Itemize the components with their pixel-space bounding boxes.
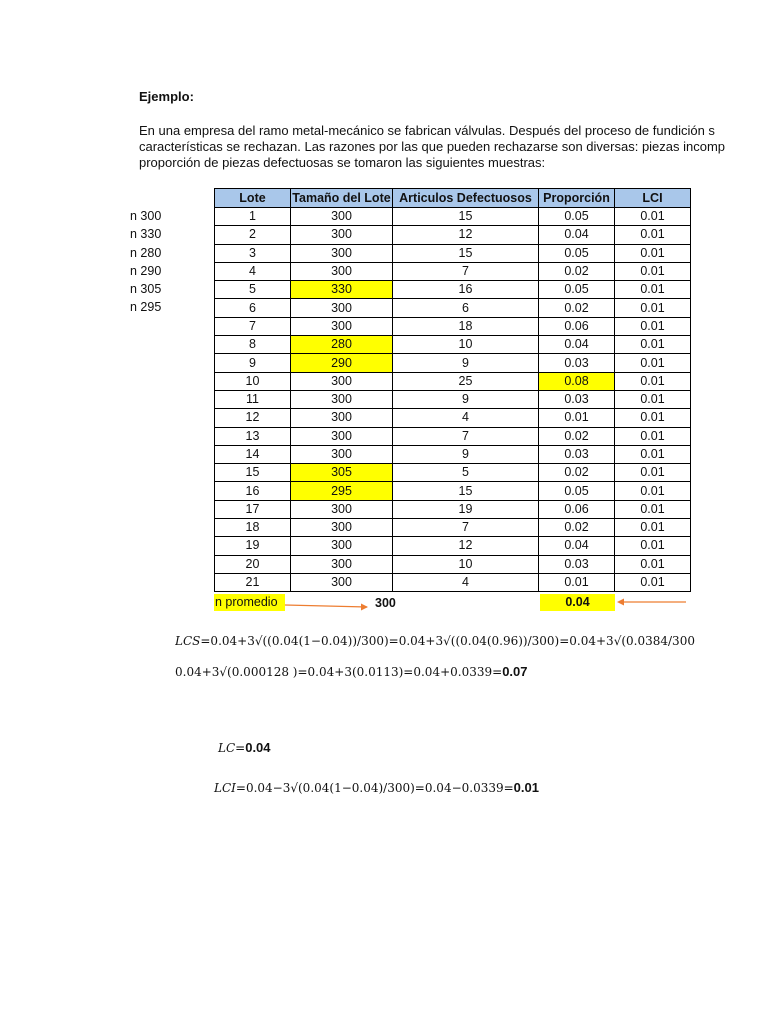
lc-result: 0.04: [245, 740, 271, 755]
header-lote: Lote: [215, 189, 291, 208]
lc-formula: [218, 740, 271, 755]
table-cell: 295: [291, 482, 393, 500]
table-cell: 0.08: [539, 372, 615, 390]
table-row: [215, 244, 691, 262]
table-cell: 0.01: [615, 281, 691, 299]
lci-expression: =0.04−3√(0.04(1−0.04)/300)=0.04−0.0339=: [235, 781, 514, 795]
table-cell: 3: [215, 244, 291, 262]
paragraph-line: características se rechazan. Las razones por las que pueden rechazarse son diversas: piezas incomp: [139, 139, 726, 154]
table-cell: 0.01: [615, 372, 691, 390]
table-row: [215, 482, 691, 500]
table-cell: 17: [215, 500, 291, 518]
side-label: n 305: [130, 282, 162, 297]
header-defectuosos: Articulos Defectuosos: [393, 189, 539, 208]
header-tamano: Tamaño del Lote: [291, 189, 393, 208]
table-cell: 0.01: [615, 244, 691, 262]
table-row: [215, 281, 691, 299]
table-cell: 14: [215, 445, 291, 463]
table-cell: 15: [393, 208, 539, 226]
table-row: [215, 390, 691, 408]
table-cell: 300: [291, 427, 393, 445]
header-proporcion: Proporción: [539, 189, 615, 208]
table-row: [215, 445, 691, 463]
table-cell: 19: [215, 537, 291, 555]
table-row: [215, 208, 691, 226]
table-cell: 300: [291, 317, 393, 335]
arrow-right-icon: [285, 598, 375, 612]
table-row: [215, 299, 691, 317]
table-row: [215, 519, 691, 537]
table-cell: 0.06: [539, 500, 615, 518]
table-cell: 13: [215, 427, 291, 445]
table-cell: 0.02: [539, 519, 615, 537]
side-label: n 330: [130, 227, 162, 242]
table-cell: 4: [215, 262, 291, 280]
table-cell: 0.01: [615, 464, 691, 482]
lci-formula: [214, 780, 539, 795]
table-cell: 1: [215, 208, 291, 226]
table-cell: 7: [215, 317, 291, 335]
table-cell: 11: [215, 390, 291, 408]
table-row: [215, 336, 691, 354]
table-cell: 300: [291, 555, 393, 573]
lci-label: LCI: [214, 781, 236, 795]
table-cell: 25: [393, 372, 539, 390]
table-cell: 7: [393, 427, 539, 445]
table-row: [215, 317, 691, 335]
arrow-left-icon: [616, 596, 688, 608]
table-cell: 330: [291, 281, 393, 299]
table-row: [215, 226, 691, 244]
table-cell: 18: [215, 519, 291, 537]
table-cell: 6: [215, 299, 291, 317]
table-row: [215, 427, 691, 445]
table-cell: 10: [393, 555, 539, 573]
table-cell: 0.01: [615, 262, 691, 280]
side-label: n 290: [130, 263, 162, 278]
table-cell: 0.01: [615, 445, 691, 463]
lcs-expression-cont: 0.04+3√(0.000128 )=0.04+3(0.0113)=0.04+0.0339=: [175, 665, 503, 679]
table-cell: 0.04: [539, 537, 615, 555]
table-cell: 16: [393, 281, 539, 299]
table-cell: 0.01: [615, 299, 691, 317]
table-cell: 0.01: [615, 500, 691, 518]
table-cell: 12: [393, 226, 539, 244]
table-cell: 0.03: [539, 390, 615, 408]
table-row: [215, 537, 691, 555]
table-cell: 0.01: [615, 537, 691, 555]
heading: Ejemplo:: [139, 89, 194, 104]
paragraph-line: proporción de piezas defectuosas se tomaron las siguientes muestras:: [139, 155, 546, 170]
table-cell: 2: [215, 226, 291, 244]
table-cell: 0.02: [539, 464, 615, 482]
table-cell: 290: [291, 354, 393, 372]
lci-result: 0.01: [513, 780, 539, 795]
table-header-row: [215, 189, 691, 208]
table-cell: 0.03: [539, 354, 615, 372]
table-cell: 300: [291, 262, 393, 280]
table-row: [215, 372, 691, 390]
table-cell: 0.04: [539, 226, 615, 244]
table-cell: 300: [291, 445, 393, 463]
table-row: [215, 500, 691, 518]
table-cell: 0.01: [539, 409, 615, 427]
table-cell: 300: [291, 409, 393, 427]
table-cell: 15: [215, 464, 291, 482]
table-cell: 0.05: [539, 208, 615, 226]
table-cell: 12: [393, 537, 539, 555]
table-cell: 0.02: [539, 427, 615, 445]
table-cell: 5: [393, 464, 539, 482]
table-cell: 0.05: [539, 281, 615, 299]
table-cell: 6: [393, 299, 539, 317]
lcs-formula-line2: [175, 664, 528, 679]
table-cell: 0.01: [615, 317, 691, 335]
table-cell: 300: [291, 390, 393, 408]
table-cell: 0.01: [615, 409, 691, 427]
lc-equals: =: [235, 741, 246, 755]
table-cell: 10: [215, 372, 291, 390]
table-cell: 0.01: [615, 226, 691, 244]
table-cell: 0.05: [539, 482, 615, 500]
sample-table: [214, 188, 691, 592]
table-cell: 0.03: [539, 555, 615, 573]
lcs-expression: =0.04+3√((0.04(1−0.04))/300)=0.04+3√((0.04(0.96))/300)=0.04+3√(0.0384/300: [200, 634, 695, 648]
table-cell: 0.01: [615, 519, 691, 537]
table-cell: 4: [393, 573, 539, 591]
table-cell: 18: [393, 317, 539, 335]
table-cell: 0.01: [615, 336, 691, 354]
table-cell: 300: [291, 244, 393, 262]
table-cell: 0.01: [615, 208, 691, 226]
table-cell: 19: [393, 500, 539, 518]
table-row: [215, 409, 691, 427]
table-cell: 0.01: [615, 390, 691, 408]
header-lci: LCI: [615, 189, 691, 208]
table-cell: 5: [215, 281, 291, 299]
lcs-result: 0.07: [502, 664, 528, 679]
table-cell: 300: [291, 208, 393, 226]
lcs-label: LCS: [175, 634, 201, 648]
table-cell: 0.04: [539, 336, 615, 354]
table-cell: 300: [291, 537, 393, 555]
side-labels: [130, 207, 161, 317]
table-cell: 300: [291, 573, 393, 591]
table-cell: 0.02: [539, 262, 615, 280]
table-cell: 10: [393, 336, 539, 354]
side-label: n 300: [130, 209, 162, 223]
table-cell: 9: [393, 354, 539, 372]
table-row: [215, 464, 691, 482]
table-cell: 0.05: [539, 244, 615, 262]
table-cell: 4: [393, 409, 539, 427]
table-cell: 300: [291, 372, 393, 390]
table-cell: 8: [215, 336, 291, 354]
table-cell: 9: [215, 354, 291, 372]
table-cell: 280: [291, 336, 393, 354]
lcs-formula-line1: [175, 634, 768, 648]
table-cell: 0.01: [615, 482, 691, 500]
table-row: [215, 262, 691, 280]
table-cell: 9: [393, 445, 539, 463]
table-cell: 20: [215, 555, 291, 573]
table-cell: 7: [393, 262, 539, 280]
table-cell: 7: [393, 519, 539, 537]
n-promedio-value: 300: [375, 596, 396, 610]
table-body: [215, 208, 691, 592]
table-cell: 0.01: [615, 354, 691, 372]
side-label: n 295: [130, 300, 162, 315]
table-row: [215, 555, 691, 573]
table-row: [215, 573, 691, 591]
table-cell: 9: [393, 390, 539, 408]
paragraph-line: En una empresa del ramo metal-mecánico se fabrican válvulas. Después del proceso de fundición s: [139, 123, 715, 138]
table-cell: 0.01: [615, 427, 691, 445]
lc-label: LC: [218, 741, 236, 755]
table-cell: 0.03: [539, 445, 615, 463]
table-cell: 0.02: [539, 299, 615, 317]
table-cell: 300: [291, 226, 393, 244]
p-average-value: 0.04: [540, 594, 615, 611]
table-cell: 21: [215, 573, 291, 591]
table-cell: 12: [215, 409, 291, 427]
table-cell: 305: [291, 464, 393, 482]
table-row: [215, 354, 691, 372]
table-cell: 16: [215, 482, 291, 500]
n-promedio-label: n promedio: [214, 594, 285, 611]
table-cell: 15: [393, 482, 539, 500]
table-cell: 0.01: [539, 573, 615, 591]
table-cell: 300: [291, 299, 393, 317]
table-cell: 0.06: [539, 317, 615, 335]
table-cell: 0.01: [615, 555, 691, 573]
table-cell: 300: [291, 519, 393, 537]
side-label: n 280: [130, 245, 162, 260]
table-cell: 15: [393, 244, 539, 262]
problem-paragraph: [139, 123, 768, 171]
table-cell: 300: [291, 500, 393, 518]
table-cell: 0.01: [615, 573, 691, 591]
